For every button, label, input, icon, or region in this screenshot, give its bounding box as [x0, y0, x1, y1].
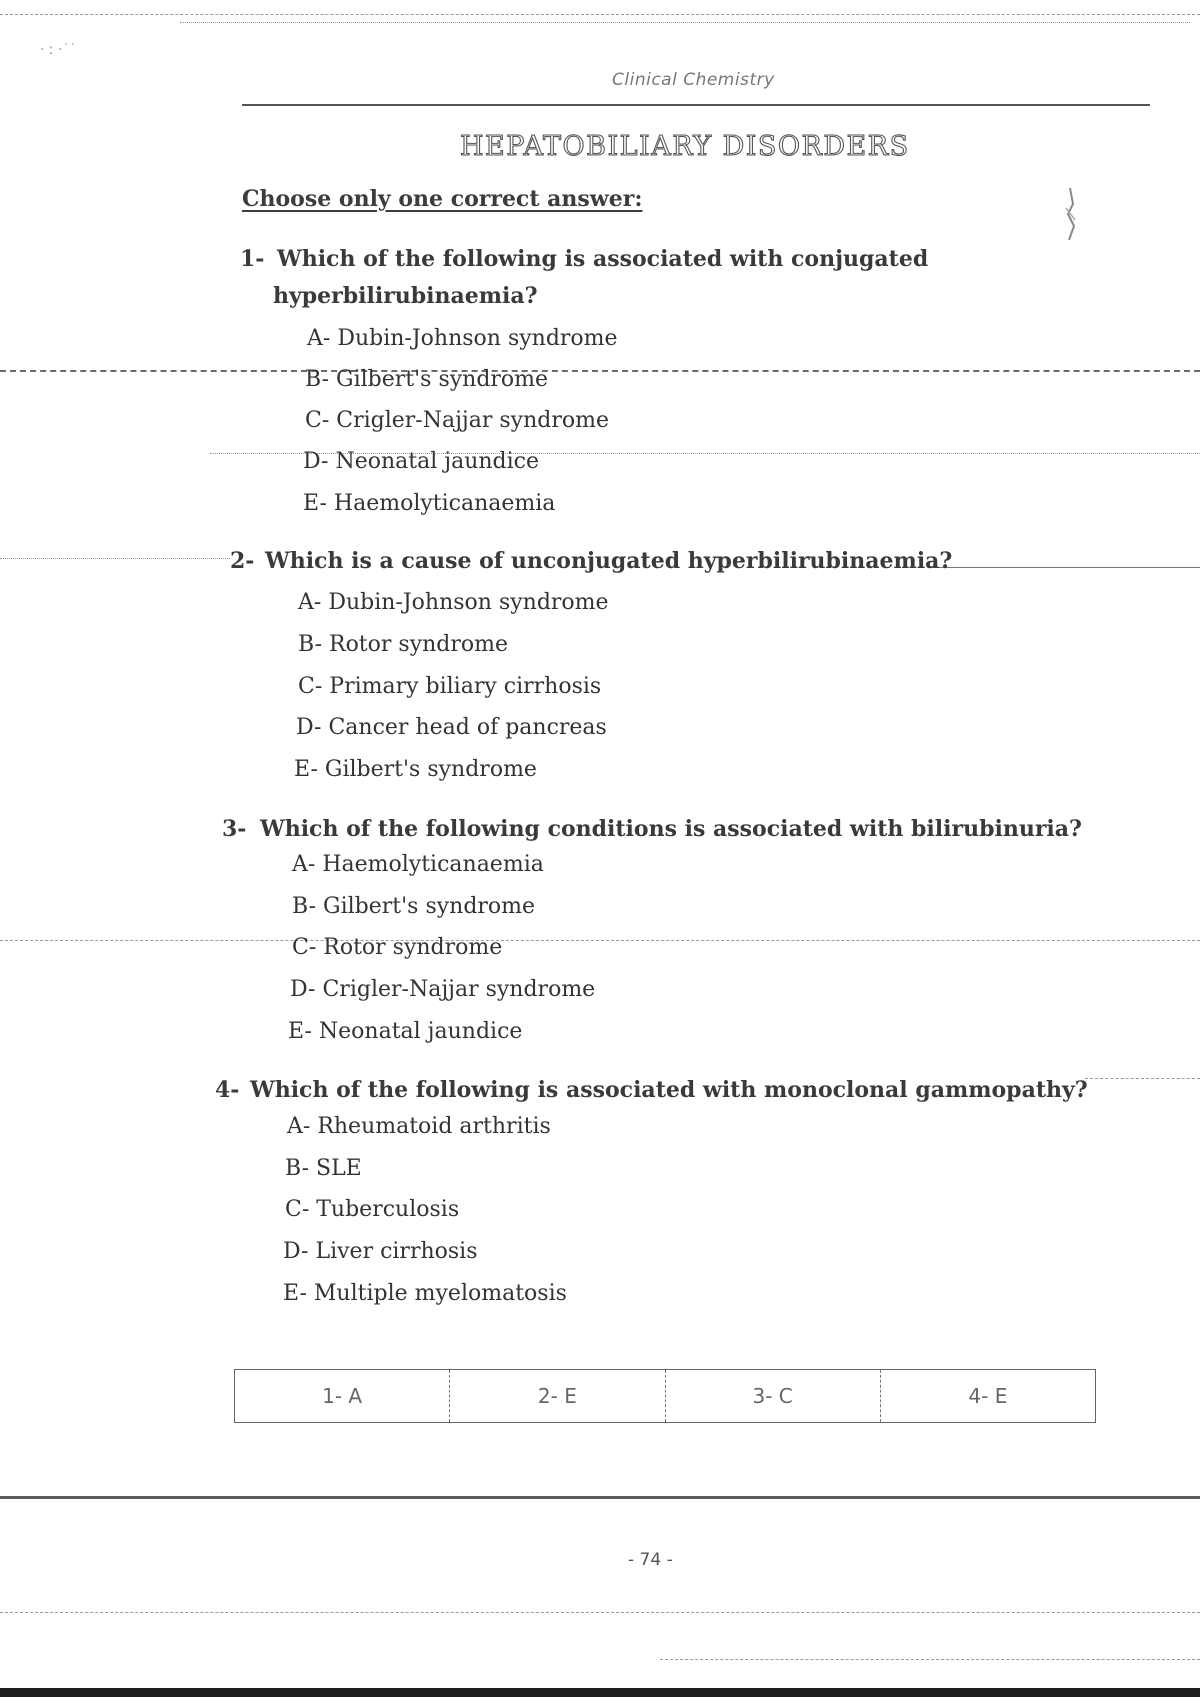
question-2-text: Which is a cause of unconjugated hyperbilirubinaemia? — [265, 548, 953, 574]
running-head: Clinical Chemistry — [612, 70, 775, 90]
question-3-option-b: B- Gilbert's syndrome — [292, 894, 536, 919]
question-1-text: Which of the following is associated with conjugated — [277, 246, 929, 272]
question-3-option-c: C- Rotor syndrome — [292, 935, 503, 960]
question-4-option-d: D- Liver cirrhosis — [283, 1239, 478, 1264]
question-1-option-b: B- Gilbert's syndrome — [305, 367, 549, 392]
answer-key-cell: 1- A — [235, 1370, 450, 1422]
scan-line-bottom-2 — [0, 1612, 1200, 1613]
question-2-option-d: D- Cancer head of pancreas — [296, 715, 607, 740]
question-3-option-a: A- Haemolyticanaemia — [292, 852, 544, 877]
scan-line-mid-1 — [0, 370, 1200, 372]
question-1-option-c: C- Crigler-Najjar syndrome — [305, 408, 609, 433]
question-2-option-c: C- Primary biliary cirrhosis — [298, 674, 602, 699]
question-4-number: 4- — [215, 1077, 240, 1103]
question-4-option-a: A- Rheumatoid arthritis — [287, 1114, 551, 1139]
answer-key-cell: 3- C — [666, 1370, 881, 1422]
question-1-number: 1- — [240, 246, 265, 272]
question-4-option-b: B- SLE — [285, 1156, 362, 1181]
question-2-number: 2- — [230, 548, 255, 574]
question-1-option-a: A- Dubin-Johnson syndrome — [307, 326, 618, 351]
question-2-option-e: E- Gilbert's syndrome — [294, 757, 537, 782]
scan-line-mid-6 — [1085, 1078, 1200, 1079]
question-3-option-d: D- Crigler-Najjar syndrome — [290, 977, 596, 1002]
scan-line-mid-3 — [0, 558, 230, 559]
page-title: HEPATOBILIARY DISORDERS — [460, 131, 910, 162]
question-3-number: 3- — [222, 816, 247, 842]
page-number: - 74 - — [628, 1550, 673, 1570]
header-rule — [242, 104, 1150, 106]
question-1-option-d: D- Neonatal jaundice — [303, 449, 539, 474]
scan-smudge: · ː ·˙˙ — [40, 42, 77, 58]
question-3-text: Which of the following conditions is associated with bilirubinuria? — [260, 816, 1082, 842]
question-1-text-continued: hyperbilirubinaemia? — [273, 283, 538, 309]
scan-line-top-2 — [180, 22, 1190, 23]
question-4-option-e: E- Multiple myelomatosis — [283, 1281, 567, 1306]
scan-edge-bar — [0, 1688, 1200, 1697]
scan-line-mid-5 — [0, 940, 1200, 941]
answer-key — [234, 1369, 1096, 1423]
question-2-option-b: B- Rotor syndrome — [298, 632, 509, 657]
scan-line-bottom-3 — [660, 1659, 1200, 1660]
instruction: Choose only one correct answer: — [242, 186, 643, 212]
scan-line-mid-4 — [930, 567, 1200, 568]
answer-key-cell: 4- E — [968, 1384, 1008, 1408]
question-4-text: Which of the following is associated with monoclonal gammopathy? — [250, 1077, 1088, 1103]
question-1-option-e: E- Haemolyticanaemia — [303, 491, 556, 516]
margin-mark-icon — [1060, 184, 1080, 244]
scan-line-top — [0, 14, 1200, 15]
scan-line-bottom-1 — [0, 1496, 1200, 1499]
answer-key-cell: 2- E — [450, 1370, 665, 1422]
question-3-option-e: E- Neonatal jaundice — [288, 1019, 523, 1044]
question-4-option-c: C- Tuberculosis — [285, 1197, 460, 1222]
question-2-option-a: A- Dubin-Johnson syndrome — [298, 590, 609, 615]
